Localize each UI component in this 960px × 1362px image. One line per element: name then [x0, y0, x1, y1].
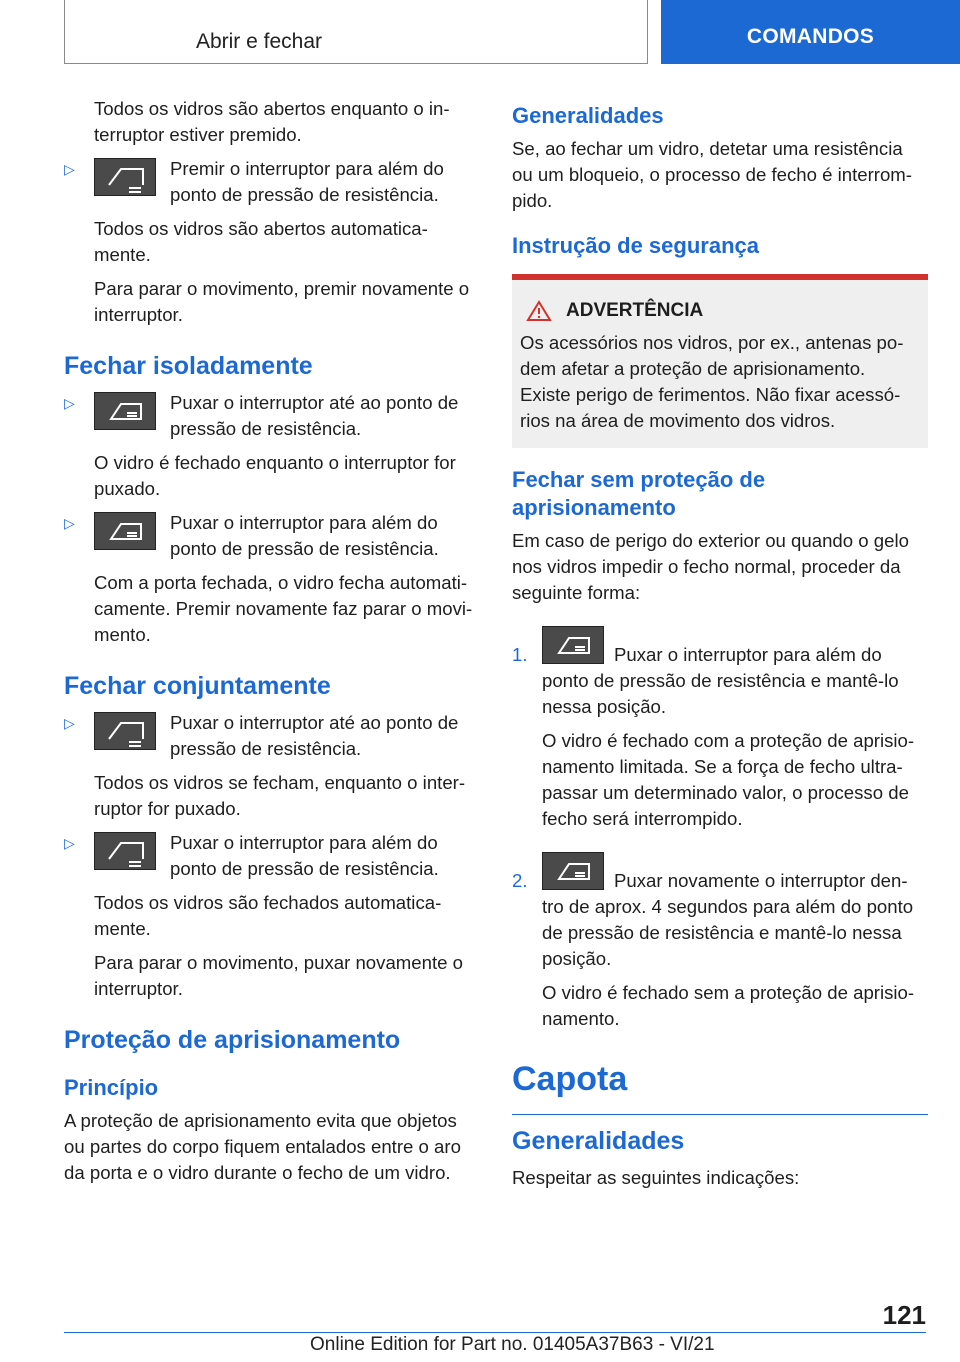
window-all-switch-icon: [94, 712, 156, 750]
paragraph: Para parar o movimento, puxar novamente o interruptor.: [94, 952, 463, 999]
heading-principio: Princípio: [64, 1075, 159, 1100]
step-number: 1.: [512, 644, 528, 665]
heading-fechar-sem-protecao: Fechar sem proteção de aprisionamento: [512, 467, 766, 520]
right-column: [512, 96, 928, 1199]
bullet-text: Puxar o interruptor até ao ponto de pressão de resistência.: [170, 712, 459, 759]
header-frame: [64, 0, 648, 64]
warning-triangle-icon: [526, 300, 552, 322]
bullet-item: [64, 830, 478, 882]
paragraph: Todos os vidros são abertos automatica-mente.: [94, 218, 428, 265]
window-single-switch-icon: [94, 392, 156, 430]
paragraph: Com a porta fechada, o vidro fecha automati-camente. Premir novamente faz parar o movi-mento.: [94, 572, 473, 645]
heading-fechar-conjuntamente: Fechar conjuntamente: [64, 672, 331, 700]
bullet-item: [64, 510, 478, 562]
heading-protecao: Proteção de aprisionamento: [64, 1026, 401, 1054]
bullet-text: Puxar o interruptor até ao ponto de pressão de resistência.: [170, 392, 459, 439]
window-single-switch-icon: [94, 512, 156, 550]
heading-generalidades: Generalidades: [512, 103, 664, 128]
warning-title: [520, 298, 920, 324]
paragraph: O vidro é fechado sem a proteção de aprisio-namento.: [542, 982, 915, 1029]
step-number: 2.: [512, 870, 528, 891]
edition-note: Online Edition for Part no. 01405A37B63 - VI/21: [310, 1334, 715, 1355]
step-text: Puxar o interruptor para além do ponto de pressão de resistência e mantê-lo nessa posição.: [542, 644, 899, 717]
heading-generalidades-capota: Generalidades: [512, 1127, 685, 1155]
paragraph: Se, ao fechar um vidro, detetar uma resistência ou um bloqueio, o processo de fecho é interrom-pido.: [512, 138, 912, 211]
paragraph: Em caso de perigo do exterior ou quando o gelo nos vidros impedir o fecho normal, proceder da seguinte forma:: [512, 530, 909, 603]
paragraph: A proteção de aprisionamento evita que objetos ou partes do corpo fiquem entalados entre o aro da porta e o vidro durante o fecho de um vidro.: [64, 1110, 461, 1183]
window-all-switch-icon: [94, 832, 156, 870]
step-text: Puxar novamente o interruptor den-tro de aprox. 4 segundos para além do ponto de pressão de resistência e mantê-lo nessa posição.: [542, 870, 914, 969]
window-single-switch-icon: [542, 852, 604, 890]
heading-capota: Capota: [512, 1058, 928, 1115]
window-all-switch-icon: [94, 158, 156, 196]
triangle-bullet-icon: ▷: [64, 515, 75, 531]
warning-box: [512, 274, 928, 448]
triangle-bullet-icon: ▷: [64, 395, 75, 411]
bullet-item: [64, 390, 478, 442]
footer-divider: [64, 1332, 926, 1333]
paragraph: Todos os vidros são abertos enquanto o in-terruptor estiver premido.: [94, 98, 450, 145]
triangle-bullet-icon: ▷: [64, 715, 75, 731]
left-column: [64, 96, 478, 1194]
paragraph: Todos os vidros se fecham, enquanto o inter-ruptor for puxado.: [94, 772, 466, 819]
chapter-tab[interactable]: COMANDOS: [661, 0, 960, 64]
section-title: Abrir e fechar: [195, 30, 322, 53]
warning-text: Os acessórios nos vidros, por ex., antenas po-dem afetar a proteção de aprisionamento. Existe perigo de ferimentos. Não fixar acessó-rios na área de movimento dos vidros.: [520, 332, 904, 431]
paragraph: Para parar o movimento, premir novamente o interruptor.: [94, 278, 470, 325]
paragraph: O vidro é fechado com a proteção de aprisio-namento limitada. Se a força de fecho ultra-passar um determinado valor, o processo de fecho será interrompido.: [542, 730, 915, 829]
numbered-step: [512, 852, 928, 972]
bullet-text: Puxar o interruptor para além do ponto de pressão de resistência.: [170, 832, 439, 879]
paragraph: Todos os vidros são fechados automatica-mente.: [94, 892, 442, 939]
warning-label: ADVERTÊNCIA: [566, 300, 704, 321]
triangle-bullet-icon: ▷: [64, 835, 75, 851]
paragraph: Respeitar as seguintes indicações:: [512, 1167, 800, 1188]
bullet-text: Premir o interruptor para além do ponto de pressão de resistência.: [170, 158, 444, 205]
page-number: 121: [882, 1300, 926, 1330]
heading-fechar-isoladamente: Fechar isoladamente: [64, 352, 313, 380]
triangle-bullet-icon: ▷: [64, 161, 75, 177]
bullet-item: [64, 156, 478, 208]
window-single-switch-icon: [542, 626, 604, 664]
bullet-text: Puxar o interruptor para além do ponto de pressão de resistência.: [170, 512, 439, 559]
numbered-step: [512, 626, 928, 720]
heading-instrucao-seguranca: Instrução de segurança: [512, 233, 759, 258]
bullet-item: [64, 710, 478, 762]
paragraph: O vidro é fechado enquanto o interruptor for puxado.: [94, 452, 456, 499]
